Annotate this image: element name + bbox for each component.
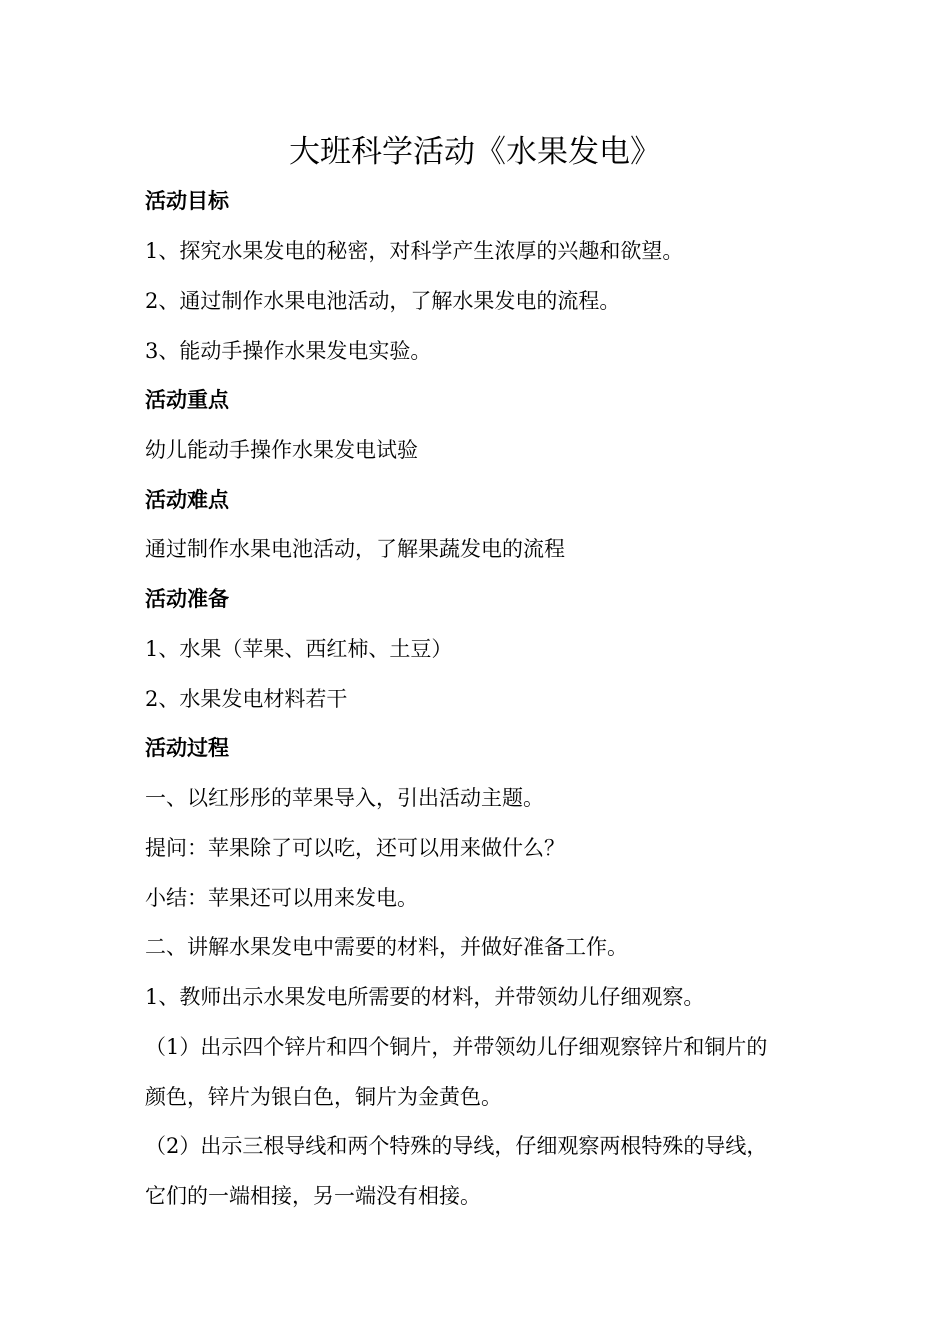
process-line: 颜色，锌片为银白色，铜片为金黄色。 bbox=[145, 1085, 502, 1109]
process-line: 一、以红彤彤的苹果导入，引出活动主题。 bbox=[145, 786, 544, 810]
section-heading-preparation: 活动准备 bbox=[145, 587, 229, 611]
process-line: （1）出示四个锌片和四个铜片，并带领幼儿仔细观察锌片和铜片的 bbox=[145, 1035, 768, 1059]
process-line: 二、讲解水果发电中需要的材料，并做好准备工作。 bbox=[145, 935, 628, 959]
section-heading-key-point: 活动重点 bbox=[145, 388, 229, 412]
document-title: 大班科学活动《水果发电》 bbox=[289, 134, 661, 170]
process-line: （2）出示三根导线和两个特殊的导线，仔细观察两根特殊的导线， bbox=[145, 1134, 768, 1158]
process-line: 它们的一端相接，另一端没有相接。 bbox=[145, 1184, 481, 1208]
goal-item: 3、能动手操作水果发电实验。 bbox=[145, 339, 432, 363]
process-line: 1、教师出示水果发电所需要的材料，并带领幼儿仔细观察。 bbox=[145, 985, 705, 1009]
section-heading-goals: 活动目标 bbox=[145, 189, 229, 213]
goal-item: 1、探究水果发电的秘密，对科学产生浓厚的兴趣和欲望。 bbox=[145, 239, 684, 263]
section-heading-process: 活动过程 bbox=[145, 736, 229, 760]
key-point-text: 幼儿能动手操作水果发电试验 bbox=[145, 438, 418, 462]
goal-item: 2、通过制作水果电池活动，了解水果发电的流程。 bbox=[145, 289, 621, 313]
preparation-item: 2、水果发电材料若干 bbox=[145, 687, 348, 711]
section-heading-difficulty: 活动难点 bbox=[145, 488, 229, 512]
process-line: 小结：苹果还可以用来发电。 bbox=[145, 886, 418, 910]
process-line: 提问：苹果除了可以吃，还可以用来做什么？ bbox=[145, 836, 565, 860]
preparation-item: 1、水果（苹果、西红柿、土豆） bbox=[145, 637, 453, 661]
difficulty-text: 通过制作水果电池活动，了解果蔬发电的流程 bbox=[145, 537, 565, 561]
